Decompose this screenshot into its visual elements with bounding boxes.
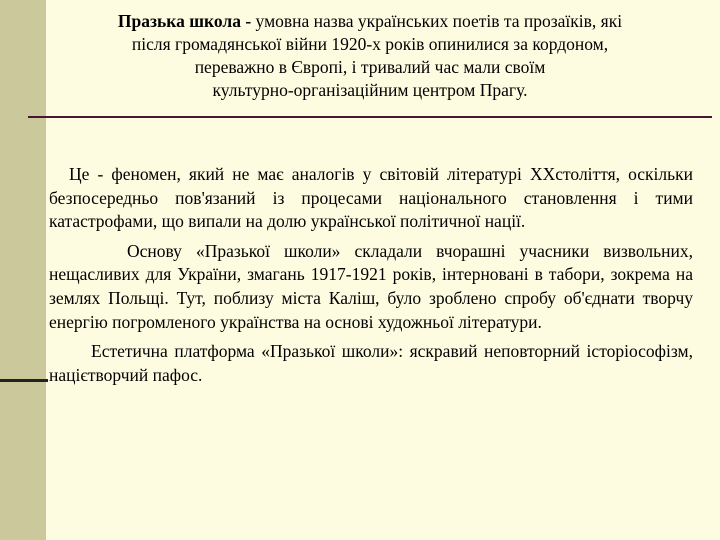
left-decorative-band: [0, 0, 46, 540]
header-line-2: після громадянської війни 1920-х років опинилися за кордоном,: [131, 34, 609, 54]
header-term: Празька школа -: [117, 11, 252, 31]
paragraph-aesthetic-platform: Естетична платформа «Празької школи»: яскравий неповторний історіософізм, націєтворчий пафос.: [49, 341, 693, 385]
slide-header: [50, 10, 690, 102]
paragraph-foundation: Основу «Празької школи» складали вчорашні учасники визвольних, нещасливих для України, змагань 1917-1921 років, інтерновані в табори, зокрема на землях Польщі. Тут, поблизу міста Каліш, було зроблено спробу об'єднати творчу енергію погромленого українства на основі художньої літератури.: [49, 240, 693, 332]
header-line-1-rest: умовна назва українських поетів та прозаїків, які: [251, 11, 623, 31]
header-line-4: культурно-організаційним центром Прагу.: [212, 80, 528, 100]
slide-body: [49, 163, 693, 393]
paragraph-phenomenon: Це - феномен, який не має аналогів у світовій літературі ХХстоліття, оскільки безпосередньо пов'язаний із процесами національного становлення і тими катастрофами, що випали на долю української політичної нації.: [49, 164, 693, 232]
header-line-3: переважно в Європі, і тривалий час мали своїм: [194, 57, 546, 77]
header-line-1: [50, 10, 690, 33]
header-divider: [28, 116, 712, 118]
band-tick-mark: [0, 379, 48, 382]
